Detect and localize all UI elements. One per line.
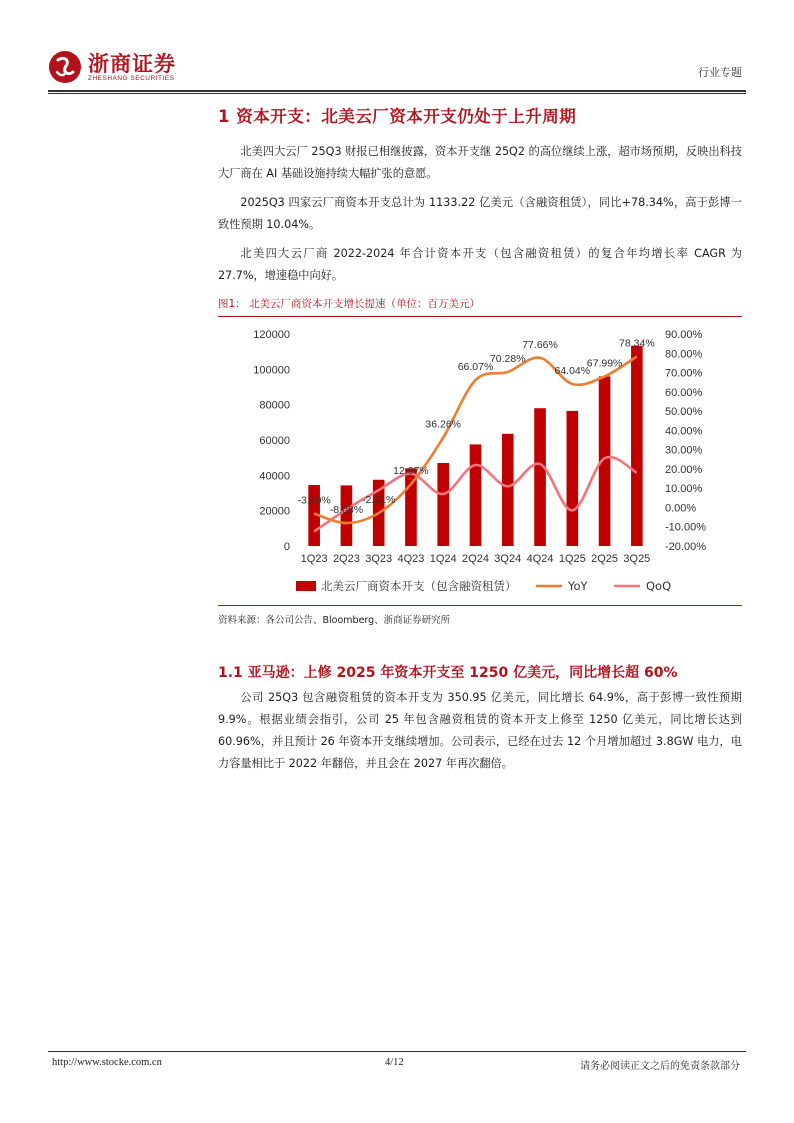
section-paragraph-2: 2025Q3 四家云厂商资本开支总计为 1133.22 亿美元（含融资租赁），同比+78.34%，高于彭博一致性预期 10.04%。 bbox=[218, 196, 742, 231]
header-divider bbox=[48, 90, 746, 92]
footer-url: http://www.stocke.com.cn bbox=[52, 1057, 162, 1068]
x-tick-label: 4Q24 bbox=[526, 553, 554, 565]
subsection-paragraph-1: 公司 25Q3 包含融资租赁的资本开支为 350.95 亿美元，同比增长 64.9%，高于彭博一致性预期 9.9%。根据业绩会指引，公司 25 年包含融资租赁的资本开支上修至 1250 亿美元，同比增长达到 60.96%，并且预计 26 年资本开支继续增加。公司表示，已经在过去 12 个月增加超过 3.8GW 电力，电力容量相比于 2022 年翻倍，并且会在 2027 年再次翻倍。 bbox=[218, 691, 742, 770]
x-tick-label: 1Q25 bbox=[558, 553, 586, 565]
yoy-data-label: 70.28% bbox=[489, 353, 526, 366]
y-right-tick-label: -20.00% bbox=[665, 541, 706, 553]
footer-disclaimer: 请务必阅读正文之后的免责条款部分 bbox=[580, 1061, 740, 1072]
y-right-tick-label: -10.00% bbox=[665, 521, 706, 534]
x-tick-label: 1Q23 bbox=[300, 553, 328, 565]
figure-caption: 图1： 北美云厂商资本开支增长提速（单位：百万美元） bbox=[218, 298, 481, 310]
capex-bar bbox=[437, 463, 449, 546]
capex-bar bbox=[567, 411, 579, 546]
brand-logo-icon bbox=[48, 50, 82, 84]
figure-source: 资料来源：各公司公告、Bloomberg、浙商证券研究所 bbox=[218, 615, 451, 626]
capex-bar bbox=[534, 408, 546, 546]
y-left-tick-label: 40000 bbox=[259, 470, 290, 483]
y-left-tick-label: 80000 bbox=[259, 399, 290, 412]
y-right-tick-label: 80.00% bbox=[665, 348, 703, 361]
yoy-data-label: -3.19% bbox=[297, 494, 331, 507]
section-paragraph-1: 北美四大云厂 25Q3 财报已相继披露，资本开支继 25Q2 的高位继续上涨，超市场预期，反映出科技大厂商在 AI 基础设施持续大幅扩张的意愿。 bbox=[218, 145, 742, 180]
page-header bbox=[48, 46, 746, 92]
y-right-tick-label: 70.00% bbox=[665, 367, 703, 380]
capex-chart bbox=[218, 318, 742, 604]
capex-bar bbox=[470, 444, 482, 546]
legend-swatch-capex bbox=[296, 581, 316, 591]
y-right-tick-label: 90.00% bbox=[665, 329, 703, 341]
capex-bar bbox=[502, 434, 514, 546]
figure-top-rule bbox=[218, 316, 742, 317]
yoy-data-label: -2.91% bbox=[362, 494, 396, 507]
document-type: 行业专题 bbox=[698, 66, 742, 79]
legend-label-yoy: YoY bbox=[568, 579, 588, 593]
section-title: 1 资本开支：北美云厂资本开支仍处于上升周期 bbox=[218, 107, 577, 126]
capex-chart-svg bbox=[218, 318, 742, 604]
y-right-tick-label: 20.00% bbox=[665, 463, 703, 476]
brand-name-cn: 浙商证券 bbox=[88, 51, 176, 76]
yoy-data-label: 78.34% bbox=[619, 337, 655, 350]
yoy-data-label: 77.66% bbox=[522, 338, 558, 351]
yoy-data-label: 12.07% bbox=[393, 465, 429, 478]
yoy-data-label: -8.08% bbox=[329, 504, 364, 517]
legend-label-qoq: QoQ bbox=[646, 579, 672, 593]
x-tick-label: 3Q24 bbox=[494, 553, 522, 565]
page-number: 4/12 bbox=[385, 1057, 404, 1068]
yoy-data-label: 36.26% bbox=[425, 418, 462, 431]
yoy-data-label: 67.99% bbox=[586, 357, 623, 370]
legend-label-capex: 北美云厂商资本开支（包含融资租赁） bbox=[321, 579, 517, 593]
figure-bottom-rule bbox=[218, 605, 742, 606]
brand-logo bbox=[48, 50, 176, 84]
y-left-tick-label: 0 bbox=[283, 541, 290, 553]
y-right-tick-label: 30.00% bbox=[665, 444, 703, 457]
footer-divider bbox=[48, 1051, 746, 1052]
y-left-tick-label: 100000 bbox=[253, 364, 290, 377]
header-divider-thin bbox=[48, 93, 746, 94]
yoy-data-label: 64.04% bbox=[554, 365, 591, 378]
x-tick-label: 1Q24 bbox=[429, 553, 457, 565]
x-tick-label: 2Q25 bbox=[591, 553, 619, 565]
capex-bar bbox=[631, 346, 643, 546]
y-left-tick-label: 20000 bbox=[259, 505, 290, 518]
y-left-tick-label: 120000 bbox=[253, 329, 290, 341]
section-paragraph-3: 北美四大云厂商 2022-2024 年合计资本开支（包含融资租赁）的复合年均增长率 CAGR 为 27.7%，增速稳中向好。 bbox=[218, 247, 742, 282]
y-right-tick-label: 40.00% bbox=[665, 425, 703, 438]
x-tick-label: 2Q24 bbox=[462, 553, 489, 565]
y-left-tick-label: 60000 bbox=[259, 435, 290, 447]
x-tick-label: 4Q23 bbox=[397, 553, 425, 565]
y-right-tick-label: 50.00% bbox=[665, 406, 703, 419]
x-tick-label: 2Q23 bbox=[332, 553, 360, 565]
y-right-tick-label: 0.00% bbox=[665, 502, 697, 515]
x-tick-label: 3Q25 bbox=[623, 553, 651, 565]
yoy-data-label: 66.07% bbox=[457, 361, 494, 374]
x-tick-label: 3Q23 bbox=[365, 553, 393, 565]
brand-name-en: ZHESHANG SECURITIES bbox=[88, 74, 175, 82]
y-right-tick-label: 10.00% bbox=[665, 483, 703, 496]
subsection-title: 1.1 亚马逊：上修 2025 年资本开支至 1250 亿美元，同比增长超 60% bbox=[218, 665, 678, 681]
y-right-tick-label: 60.00% bbox=[665, 386, 703, 399]
